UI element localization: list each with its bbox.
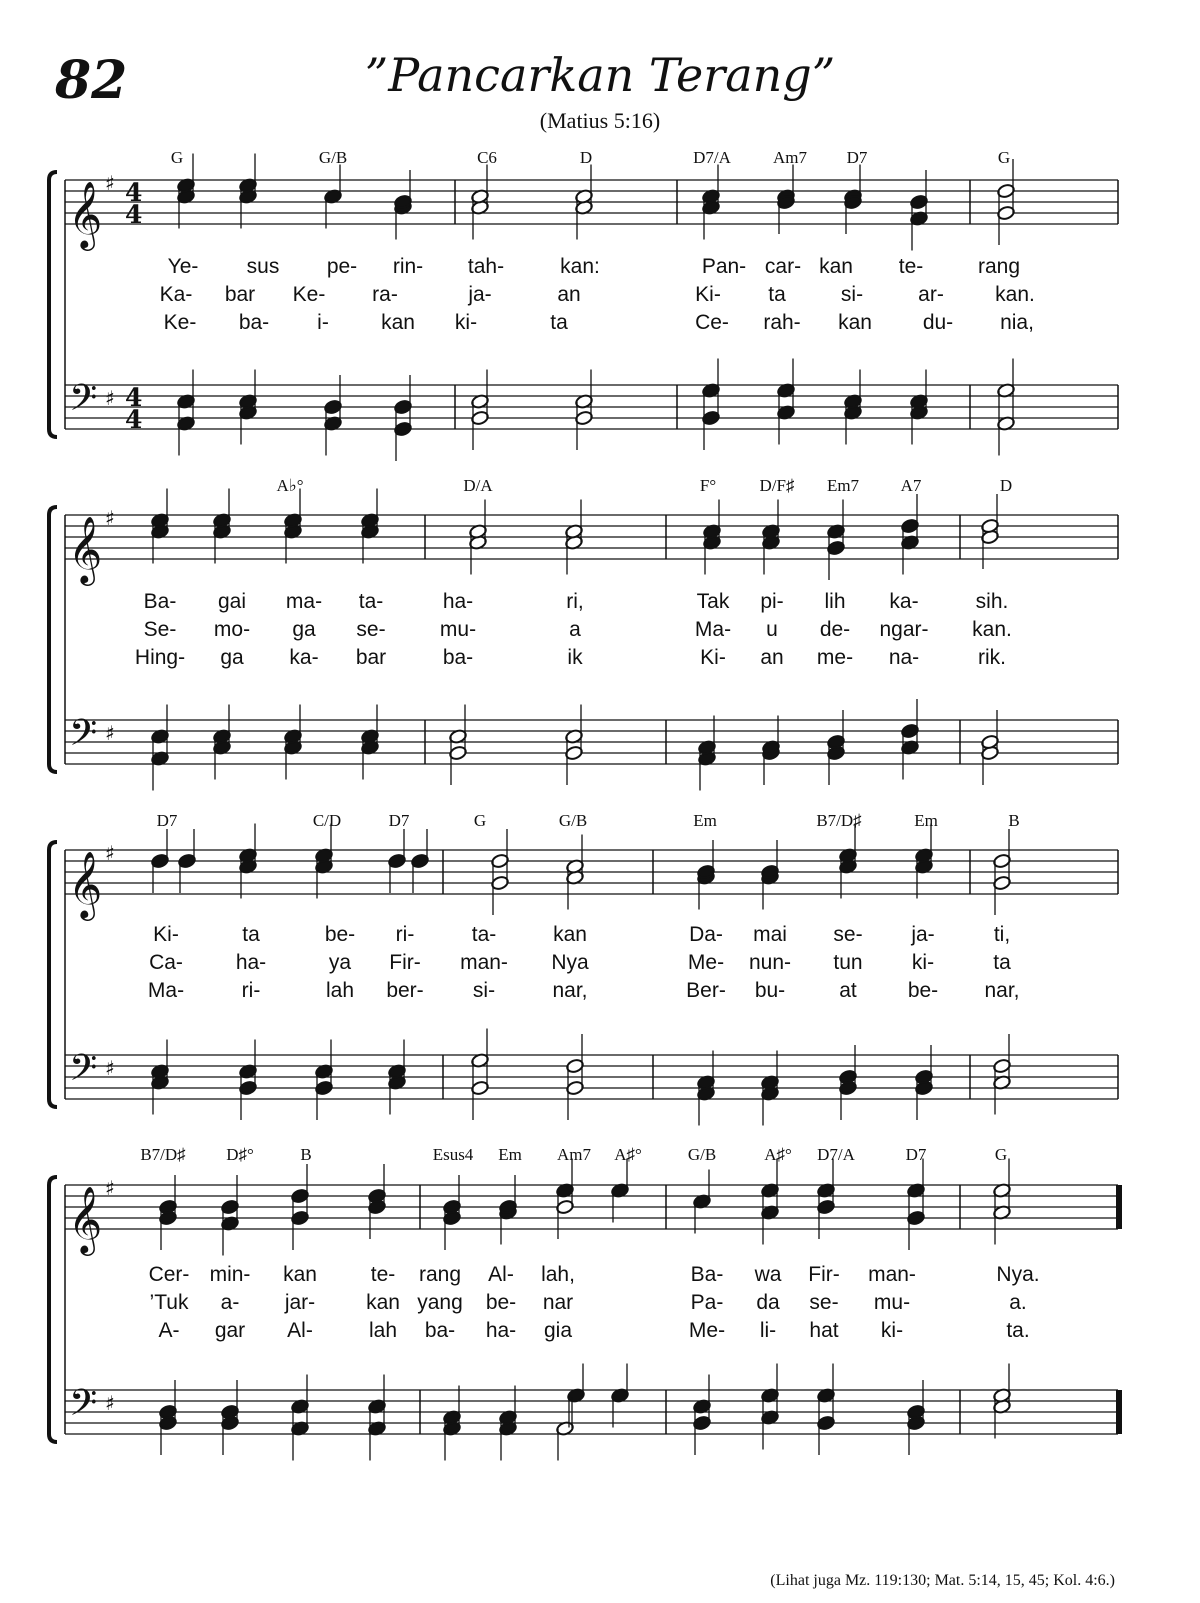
lyric-syllable: Tak xyxy=(696,590,730,613)
scripture-reference: (Matius 5:16) xyxy=(539,108,661,133)
chord-symbol: C6 xyxy=(477,148,497,167)
lyric-syllable: kan xyxy=(553,923,587,946)
see-also-references: (Lihat juga Mz. 119:130; Mat. 5:14, 15, 45; Kol. 4:6.) xyxy=(770,1572,1115,1589)
bass-time-signature-top: 4 xyxy=(125,383,143,412)
treble-clef-icon: 𝄞 xyxy=(68,180,103,248)
key-signature-sharp-icon: ♯ xyxy=(105,1176,115,1200)
chord-symbol: A♯° xyxy=(614,1145,642,1164)
lyric-syllable: Ba- xyxy=(690,1263,724,1286)
treble-time-signature-top: 4 xyxy=(125,178,143,207)
lyric-syllable: Hing- xyxy=(134,646,186,669)
lyric-syllable: be- xyxy=(485,1291,517,1314)
lyric-syllable: nun- xyxy=(748,951,792,974)
chord-symbol: D7 xyxy=(905,1145,927,1164)
lyric-syllable: nia, xyxy=(1000,311,1034,334)
lyric-syllable: ka- xyxy=(289,646,319,669)
chord-symbol: Em xyxy=(914,811,938,830)
chord-symbol: Esus4 xyxy=(432,1145,474,1164)
lyric-syllable: car- xyxy=(764,255,802,278)
lyric-syllable: ri- xyxy=(241,979,261,1002)
lyric-syllable: kan xyxy=(819,255,853,278)
lyric-syllable: ha- xyxy=(442,590,474,613)
lyric-syllable: man- xyxy=(868,1263,916,1286)
lyric-syllable: lah, xyxy=(541,1263,575,1286)
lyric-syllable: li- xyxy=(759,1319,777,1342)
chord-symbol: B7/D♯ xyxy=(816,811,862,830)
lyric-syllable: Me- xyxy=(688,1319,726,1342)
key-signature-sharp-icon: ♯ xyxy=(105,171,115,195)
lyric-syllable: hat xyxy=(809,1319,839,1342)
lyric-syllable: ba- xyxy=(442,646,474,669)
lyric-syllable: se- xyxy=(809,1291,839,1314)
lyric-syllable: Ce- xyxy=(695,311,729,334)
lyric-syllable: A- xyxy=(158,1319,180,1342)
lyric-syllable: Ma- xyxy=(147,979,185,1002)
treble-clef-icon: 𝄞 xyxy=(68,850,103,918)
lyric-syllable: kan xyxy=(283,1263,317,1286)
lyric-syllable: be- xyxy=(907,979,939,1002)
lyric-syllable: ga xyxy=(220,646,244,669)
lyric-syllable: i- xyxy=(317,311,329,334)
lyric-syllable: kan. xyxy=(972,618,1012,641)
lyric-syllable: rik. xyxy=(978,646,1006,669)
system-bracket xyxy=(49,1177,57,1442)
lyric-syllable: Ca- xyxy=(149,951,183,974)
lyric-syllable: man- xyxy=(460,951,508,974)
chord-symbol: B7/D♯ xyxy=(140,1145,186,1164)
lyric-syllable: kan xyxy=(838,311,872,334)
lyric-syllable: da xyxy=(756,1291,780,1314)
lyric-syllable: tun xyxy=(833,951,863,974)
lyric-syllable: Ka- xyxy=(159,283,193,306)
lyric-syllable: a xyxy=(569,618,581,641)
lyric-syllable: ri- xyxy=(395,923,415,946)
lyric-syllable: ta xyxy=(993,951,1011,974)
lyric-syllable: Nya. xyxy=(996,1263,1040,1286)
key-signature-sharp-icon: ♯ xyxy=(105,1391,115,1415)
lyric-syllable: ta- xyxy=(471,923,497,946)
chord-symbol: G/B xyxy=(687,1145,717,1164)
lyric-syllable: yang xyxy=(417,1291,463,1314)
lyric-syllable: ba- xyxy=(424,1319,456,1342)
bass-time-signature-bottom: 4 xyxy=(125,405,143,434)
lyric-syllable: ka- xyxy=(889,590,919,613)
lyric-syllable: Ye- xyxy=(167,255,199,278)
lyric-syllable: ra- xyxy=(372,283,398,306)
lyric-syllable: ki- xyxy=(880,1319,904,1342)
lyric-syllable: pe- xyxy=(326,255,358,278)
bass-clef-icon: 𝄢 xyxy=(69,377,98,428)
chord-symbol: D7 xyxy=(846,148,868,167)
chord-symbol: A♭° xyxy=(276,476,304,495)
lyric-syllable: gia xyxy=(543,1319,573,1342)
lyric-syllable: kan xyxy=(381,311,415,334)
lyric-syllable: Me- xyxy=(687,951,725,974)
lyric-syllable: Ber- xyxy=(686,979,726,1002)
lyric-syllable: nar, xyxy=(552,979,588,1002)
lyric-syllable: be- xyxy=(324,923,356,946)
lyric-syllable: Fir- xyxy=(808,1263,840,1286)
chord-symbol: A7 xyxy=(900,476,922,495)
lyric-syllable: kan: xyxy=(560,255,600,278)
lyric-syllable: mai xyxy=(753,923,787,946)
lyric-syllable: Ki- xyxy=(695,283,721,306)
chord-symbol: Em xyxy=(693,811,717,830)
chord-symbol: Em xyxy=(498,1145,522,1164)
chord-symbol: D xyxy=(999,476,1013,495)
lyric-syllable: at xyxy=(839,979,857,1002)
lyric-syllable: Pan- xyxy=(701,255,747,278)
lyric-syllable: nar xyxy=(542,1291,574,1314)
treble-clef-icon: 𝄞 xyxy=(68,1185,103,1253)
lyric-syllable: rah- xyxy=(763,311,801,334)
lyric-syllable: rin- xyxy=(392,255,424,278)
lyric-syllable: ri, xyxy=(566,590,584,613)
lyric-syllable: ta xyxy=(550,311,568,334)
chord-symbol: D xyxy=(579,148,593,167)
treble-clef-icon: 𝄞 xyxy=(68,515,103,583)
system-bracket xyxy=(49,172,57,437)
lyric-syllable: te- xyxy=(370,1263,396,1286)
chord-symbol: D7 xyxy=(388,811,410,830)
lyric-syllable: Da- xyxy=(689,923,723,946)
chord-symbol: G/B xyxy=(318,148,348,167)
lyric-syllable: an xyxy=(760,646,784,669)
chord-symbol: Em7 xyxy=(826,476,860,495)
lyric-syllable: sih. xyxy=(975,590,1009,613)
lyric-syllable: se- xyxy=(356,618,386,641)
lyric-syllable: ja- xyxy=(468,283,492,306)
lyric-syllable: me- xyxy=(816,646,854,669)
lyric-syllable: lah xyxy=(325,979,355,1002)
chord-symbol: D♯° xyxy=(226,1145,254,1164)
lyric-syllable: min- xyxy=(209,1263,251,1286)
lyric-syllable: ’Tuk xyxy=(149,1291,189,1314)
lyric-syllable: bu- xyxy=(754,979,786,1002)
chord-symbol: G/B xyxy=(558,811,588,830)
lyric-syllable: Ke- xyxy=(163,311,197,334)
lyric-syllable: ya xyxy=(328,951,352,974)
lyric-syllable: sus xyxy=(246,255,280,278)
lyric-syllable: ba- xyxy=(238,311,270,334)
lyric-syllable: ta xyxy=(768,283,786,306)
lyric-syllable: an xyxy=(557,283,581,306)
lyric-syllable: kan. xyxy=(995,283,1035,306)
chord-symbol: G xyxy=(997,148,1011,167)
lyric-syllable: du- xyxy=(922,311,954,334)
lyric-syllable: Ki- xyxy=(153,923,179,946)
chord-symbol: C/D xyxy=(312,811,342,830)
chord-symbol: D/A xyxy=(463,476,493,495)
lyric-syllable: se- xyxy=(833,923,863,946)
lyric-syllable: a. xyxy=(1009,1291,1027,1314)
key-signature-sharp-icon: ♯ xyxy=(105,841,115,865)
lyric-syllable: mu- xyxy=(873,1291,911,1314)
lyric-syllable: ik xyxy=(567,646,583,669)
chord-symbol: Am7 xyxy=(557,1145,591,1164)
chord-symbol: G xyxy=(170,148,184,167)
lyric-syllable: ki- xyxy=(454,311,478,334)
lyric-syllable: lah xyxy=(368,1319,398,1342)
lyric-syllable: gar xyxy=(214,1319,246,1342)
bass-clef-icon: 𝄢 xyxy=(69,1047,98,1098)
final-barline-thick xyxy=(1116,1185,1122,1229)
lyric-syllable: nar, xyxy=(984,979,1020,1002)
lyric-syllable: a- xyxy=(220,1291,240,1314)
lyric-syllable: lih xyxy=(824,590,846,613)
chord-symbol: D/F♯ xyxy=(759,476,795,495)
lyric-syllable: Al- xyxy=(488,1263,514,1286)
lyric-syllable: Ma- xyxy=(694,618,732,641)
lyric-syllable: ber- xyxy=(386,979,424,1002)
key-signature-sharp-icon: ♯ xyxy=(105,386,115,410)
treble-time-signature-bottom: 4 xyxy=(125,200,143,229)
final-barline-thick xyxy=(1116,1390,1122,1434)
lyric-syllable: Fir- xyxy=(389,951,421,974)
hymn-title: ”Pancarkan Terang” xyxy=(364,48,836,102)
chord-symbol: D7/A xyxy=(817,1145,855,1164)
lyric-syllable: bar xyxy=(355,646,387,669)
lyric-syllable: si- xyxy=(840,283,864,306)
lyric-syllable: ta- xyxy=(358,590,384,613)
chord-symbol: D7 xyxy=(156,811,178,830)
bass-clef-icon: 𝄢 xyxy=(69,1382,98,1433)
lyric-syllable: Ke- xyxy=(292,283,326,306)
key-signature-sharp-icon: ♯ xyxy=(105,1056,115,1080)
lyric-syllable: mo- xyxy=(213,618,251,641)
lyric-syllable: de- xyxy=(819,618,851,641)
lyric-syllable: ma- xyxy=(285,590,323,613)
bass-clef-icon: 𝄢 xyxy=(69,712,98,763)
system-bracket xyxy=(49,507,57,772)
hymn-number: 82 xyxy=(55,50,128,111)
lyric-syllable: Pa- xyxy=(690,1291,724,1314)
lyric-syllable: ha- xyxy=(235,951,267,974)
chord-symbol: G xyxy=(994,1145,1008,1164)
lyric-syllable: u xyxy=(766,618,778,641)
lyric-syllable: Ba- xyxy=(143,590,177,613)
lyric-syllable: ha- xyxy=(485,1319,517,1342)
chord-symbol: B xyxy=(300,1145,312,1164)
lyric-syllable: ta xyxy=(242,923,260,946)
chord-symbol: F° xyxy=(699,476,717,495)
key-signature-sharp-icon: ♯ xyxy=(105,721,115,745)
lyric-syllable: ki- xyxy=(911,951,935,974)
lyric-syllable: gai xyxy=(217,590,247,613)
lyric-syllable: jar- xyxy=(284,1291,316,1314)
lyric-syllable: wa xyxy=(754,1263,782,1286)
key-signature-sharp-icon: ♯ xyxy=(105,506,115,530)
lyric-syllable: bar xyxy=(224,283,256,306)
chord-symbol: Am7 xyxy=(773,148,807,167)
chord-symbol: G xyxy=(473,811,487,830)
lyric-syllable: rang xyxy=(977,255,1021,278)
lyric-syllable: ar- xyxy=(918,283,944,306)
lyric-syllable: Nya xyxy=(551,951,589,974)
lyric-syllable: Ki- xyxy=(700,646,726,669)
lyric-syllable: te- xyxy=(898,255,924,278)
lyric-syllable: kan xyxy=(366,1291,400,1314)
lyric-syllable: ngar- xyxy=(879,618,929,641)
lyric-syllable: tah- xyxy=(467,255,505,278)
lyric-syllable: Cer- xyxy=(148,1263,190,1286)
lyric-syllable: mu- xyxy=(439,618,477,641)
lyric-syllable: Al- xyxy=(287,1319,313,1342)
lyric-syllable: ti, xyxy=(993,923,1011,946)
chord-symbol: B xyxy=(1008,811,1020,830)
lyric-syllable: ga xyxy=(292,618,316,641)
chord-symbol: A♯° xyxy=(764,1145,792,1164)
chord-symbol: D7/A xyxy=(693,148,731,167)
lyric-syllable: si- xyxy=(472,979,496,1002)
lyric-syllable: ja- xyxy=(911,923,935,946)
lyric-syllable: rang xyxy=(418,1263,462,1286)
system-bracket xyxy=(49,842,57,1107)
lyric-syllable: pi- xyxy=(760,590,784,613)
lyric-syllable: na- xyxy=(888,646,920,669)
lyric-syllable: ta. xyxy=(1006,1319,1030,1342)
lyric-syllable: Se- xyxy=(143,618,177,641)
